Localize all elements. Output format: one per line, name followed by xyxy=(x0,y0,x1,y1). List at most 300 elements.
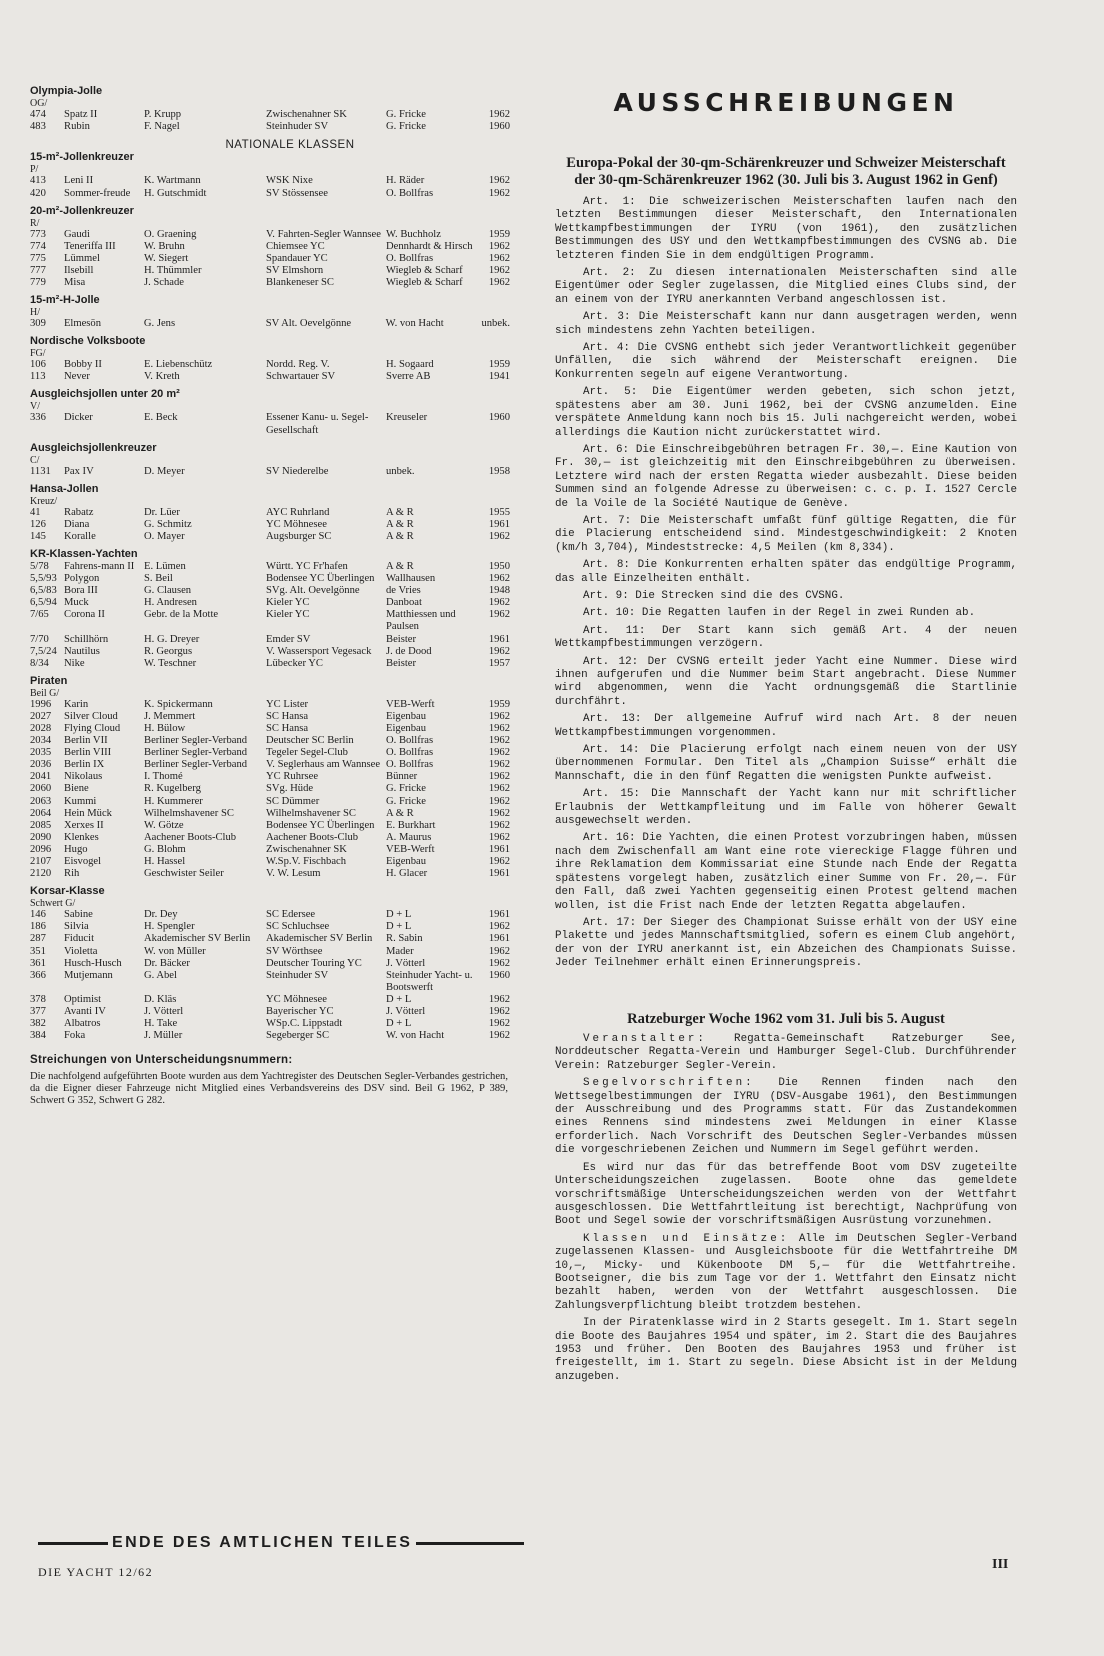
boat-name: Rubin xyxy=(64,121,90,133)
paragraph-text: Die Rennen finden nach den Wettsegelbestimmungen der IYRU (DSV-Ausgabe 1961), den Bestimmungen der Ausschreibung und des Programms statt. Für das Zustandekommen eines Rennens sind mindestens zwei Meldungen in einer Klasse erforderlich. Nach Vorschrift des Deutschen Segler-Verbandes müssen die vorgeschriebenen Zeichen und Nummern im Segel geführt werden. xyxy=(555,1077,1017,1157)
boat-name: Kummi xyxy=(64,795,97,807)
club: Emder SV xyxy=(266,633,311,645)
club: SV Niederelbe xyxy=(266,465,329,477)
build-year: 1960 xyxy=(488,969,510,981)
builder: Wallhausen xyxy=(386,573,436,585)
class-title: Piraten xyxy=(30,674,68,687)
boat-row xyxy=(30,1006,510,1018)
article-paragraph: Art. 5: Die Eigentümer werden gebeten, sich schon jetzt, spätestens aber am 30. Juni 1962, bei der CVSNG anzumelden. Eine verspätete Anmeldung kann noch bis 15. Juli nachgereicht werden, wobei allerdings die Kaution nicht zurückerstattet wird. xyxy=(555,386,1017,439)
club: Aachener Boots-Club xyxy=(266,831,359,843)
boat-name: Albatros xyxy=(64,1018,101,1030)
build-year: 1962 xyxy=(488,856,510,868)
builder: Eigenbau xyxy=(386,710,427,722)
sail-number: 377 xyxy=(30,1005,46,1017)
article-paragraph: Art. 2: Zu diesen internationalen Meisterschaften sind alle Eigentümer oder Segler zugelassen, die Mitglied eines Clubs sind, der an einem von der IYRU anerkannten Verband angeschlossen ist. xyxy=(555,267,1017,306)
builder: R. Sabin xyxy=(386,933,423,945)
club: Chiemsee YC xyxy=(266,240,325,252)
builder: Beister xyxy=(386,633,417,645)
boat-name: Hugo xyxy=(64,843,88,855)
owner: H. Thümmler xyxy=(144,264,202,276)
article-paragraph: Art. 7: Die Meisterschaft umfaßt fünf gültige Regatten, die für die Placierung entscheidend sind. Mindestgeschwindigkeit: 2 Knoten (km/h 3,704), Mindeststrecke: 4,5 Meilen (km 8,334). xyxy=(555,514,1017,554)
sail-code: R/ xyxy=(30,217,40,229)
build-year: 1941 xyxy=(488,371,510,383)
club: WSK Nixe xyxy=(266,175,313,187)
article-paragraph: Art. 13: Der allgemeine Aufruf wird nach Art. 8 der neuen Wettkampfbestimmungen vorgenommen. xyxy=(555,713,1017,739)
sail-number: 382 xyxy=(30,1018,46,1030)
paragraph-text: In der Piratenklasse wird in 2 Starts gesegelt. Im 1. Start segeln die Boote des Baujahres 1954 und später, im 2. Start die des Baujahres 1953 und früher. Den Booten des Baujahres 1953 und früher ist freigestellt, im 1. Start zu segeln. Diese Absicht ist in der Meldung anzugeben. xyxy=(555,1317,1017,1383)
boat-row xyxy=(30,868,510,880)
owner: W. Götze xyxy=(144,819,184,831)
build-year: 1962 xyxy=(488,993,510,1005)
build-year: 1962 xyxy=(488,573,510,585)
class-title: 20-m²-Jollenkreuzer xyxy=(30,204,134,217)
builder: H. Glacer xyxy=(386,868,428,880)
build-year: 1962 xyxy=(488,921,510,933)
boat-row xyxy=(30,1018,510,1030)
sail-code: Beil G/ xyxy=(30,687,60,699)
builder: A & R xyxy=(386,506,414,518)
boat-row xyxy=(30,359,510,371)
owner: G. Jens xyxy=(143,318,176,330)
sail-number: 145 xyxy=(30,530,46,542)
boat-name: Fahrens-mann II xyxy=(64,560,135,572)
builder: G. Fricke xyxy=(386,109,427,120)
class-title: 15-m²-H-Jolle xyxy=(30,294,100,307)
class-title: Ausgleichsjollenkreuzer xyxy=(30,441,157,454)
builder: D + L xyxy=(386,1018,412,1030)
register-section xyxy=(30,335,530,383)
boat-row xyxy=(30,747,510,759)
build-year: 1962 xyxy=(488,735,510,747)
boat-name: Schillhörn xyxy=(64,633,109,645)
boat-row xyxy=(30,609,510,633)
sail-number: 420 xyxy=(30,187,46,199)
boat-name: Hein Mück xyxy=(64,807,112,819)
boat-row xyxy=(30,175,510,187)
club: V. Wassersport Vegesack xyxy=(266,645,372,657)
owner: H. Spengler xyxy=(144,921,195,933)
owner: J. Müller xyxy=(144,1030,183,1042)
boat-name: Polygon xyxy=(64,573,100,585)
boat-table xyxy=(30,229,510,289)
boat-row xyxy=(30,121,510,133)
sail-number: 366 xyxy=(30,969,46,981)
sail-number: 8/34 xyxy=(30,657,49,669)
owner: E. Beck xyxy=(144,412,178,424)
builder: J. de Dood xyxy=(386,645,432,657)
club: Bayerischer YC xyxy=(266,1005,334,1017)
boat-name: Berlin IX xyxy=(64,759,105,771)
owner: Aachener Boots-Club xyxy=(144,831,237,843)
register-section xyxy=(30,388,530,436)
build-year: 1962 xyxy=(488,747,510,759)
sail-number: 6,5/83 xyxy=(30,585,57,597)
owner: D. Meyer xyxy=(144,465,185,477)
build-year: 1962 xyxy=(488,252,510,264)
sail-number: 361 xyxy=(30,957,46,969)
article-paragraph: Art. 14: Die Placierung erfolgt nach einem neuen von der USY übernommenen Formular. Den Titel als „Champion Suisse“ erhält die Mannschaft, die in den fünf Regatten die wenigsten Punkte aufweist. xyxy=(555,744,1017,783)
builder: A & R xyxy=(386,807,414,819)
sail-number: 2064 xyxy=(30,807,52,819)
owner: Berliner Segler-Verband xyxy=(144,735,248,747)
boat-row xyxy=(30,519,510,531)
sail-code: Kreuz/ xyxy=(30,495,58,507)
boat-row xyxy=(30,808,510,820)
paragraph-text: Es wird nur das für das betreffende Boot vom DSV zugeteilte Unterscheidungszeichen zugelassen. Boote ohne das gemeldete vorschriftsmäßige Unterscheidungszeichen werden von der Wettfahrt ausgeschlossen. Die Wettfahrtleitung ist berechtigt, Nachprüfung von Boot und Segel sowie der vorschriftsmäßigen Ausrüstung vorzunehmen. xyxy=(555,1161,1017,1228)
build-year: 1962 xyxy=(488,277,510,289)
boat-name: Nikolaus xyxy=(64,771,103,783)
sail-number: 287 xyxy=(30,933,46,945)
rule-line-left xyxy=(38,1542,108,1545)
sail-number: 113 xyxy=(30,371,46,383)
register-section xyxy=(30,294,530,330)
boat-name: Corona II xyxy=(64,609,105,621)
builder: Danboat xyxy=(386,597,422,609)
boat-name: Berlin VII xyxy=(64,735,108,747)
article-paragraph: Art. 9: Die Strecken sind die des CVSNG. xyxy=(583,589,845,602)
club: SVg. Hüde xyxy=(266,783,314,795)
boat-name: Koralle xyxy=(64,530,96,542)
boat-table xyxy=(30,175,510,199)
article-paragraph: Art. 15: Die Mannschaft der Yacht kann nur mit schriftlicher Erlaubnis der Wettkampfleitung und im Falle von höherer Gewalt ausgewechselt werden. xyxy=(555,788,1017,828)
builder: W. Buchholz xyxy=(386,228,441,240)
boat-row xyxy=(30,277,510,289)
builder: Dennhardt & Hirsch xyxy=(386,240,473,252)
sail-code: H/ xyxy=(30,307,40,319)
article-paragraph: Art. 17: Der Sieger des Championat Suisse erhält von der USY eine Plakette und jedes Mannschaftsmitglied, sofern es einem Club angehört, der von der IYRU anerkannt ist, ein Abzeichen des Championats Suisse. Jeder Teilnehmer erhält einen Erinnerungspreis. xyxy=(555,916,1017,970)
club: YC Möhnesee xyxy=(266,993,327,1005)
build-year: 1962 xyxy=(488,957,510,969)
boat-row xyxy=(30,646,510,658)
article-paragraph: Art. 4: Die CVSNG enthebt sich jeder Verantwortlichkeit gegenüber Unfällen, die sich während der Meisterschaft ereignen. Die Konkurrenten segeln auf eigene Verantwortung. xyxy=(555,342,1017,381)
boat-name: Nike xyxy=(64,657,85,669)
announcements-title: AUSSCHREIBUNGEN xyxy=(613,88,959,117)
boat-name: Nautilus xyxy=(64,645,100,657)
register-section xyxy=(30,885,530,1042)
boat-row xyxy=(30,658,510,670)
owner: R. Georgus xyxy=(144,645,193,657)
owner: J. Vötterl xyxy=(144,1005,184,1017)
boat-name: Xerxes II xyxy=(64,819,104,831)
owner: H. Bülow xyxy=(144,723,186,735)
owner: G. Abel xyxy=(144,969,177,981)
deletions-title: Streichungen von Unterscheidungsnummern: xyxy=(30,1054,293,1067)
boat-row xyxy=(30,946,510,958)
boat-name: Fiducit xyxy=(64,933,95,945)
sail-number: 5,5/93 xyxy=(30,573,57,585)
boat-row xyxy=(30,507,510,519)
boat-name: Pax IV xyxy=(64,465,94,477)
sail-number: 2060 xyxy=(30,783,52,795)
owner: O. Mayer xyxy=(144,530,185,542)
owner: H. Andresen xyxy=(144,597,197,609)
boat-name: Optimist xyxy=(64,993,102,1005)
club: V. W. Lesum xyxy=(266,868,321,880)
sail-number: 6,5/94 xyxy=(30,597,57,609)
owner: Dr. Lüer xyxy=(144,506,180,518)
club: Spandauer YC xyxy=(266,252,328,264)
article-paragraph: Art. 3: Die Meisterschaft kann nur dann ausgetragen werden, wenn sich mindestens zehn Yachten beteiligen. xyxy=(555,311,1017,337)
owner: G. Blohm xyxy=(144,843,186,855)
club: V. Seglerhaus am Wannsee xyxy=(266,759,381,771)
sail-number: 2035 xyxy=(30,747,52,759)
owner: O. Graening xyxy=(144,228,197,240)
sail-number: 5/78 xyxy=(30,560,49,572)
boat-table xyxy=(30,507,510,543)
builder: Bünner xyxy=(386,771,418,783)
build-year: 1962 xyxy=(488,109,510,120)
owner: Dr. Dey xyxy=(144,909,178,921)
builder: Sverre AB xyxy=(386,371,431,383)
boat-name: Rih xyxy=(64,868,80,880)
builder: G. Fricke xyxy=(386,783,427,795)
owner: J. Schade xyxy=(144,277,185,289)
ratzeburg-paragraph xyxy=(555,1033,1017,1073)
build-year: 1962 xyxy=(488,1005,510,1017)
article-paragraph: Art. 11: Der Start kann sich gemäß Art. 4 der neuen Wettkampfbestimmungen verzögern. xyxy=(555,624,1017,651)
owner: Berliner Segler-Verband xyxy=(144,759,248,771)
boat-row xyxy=(30,933,510,945)
boat-name: Flying Cloud xyxy=(64,723,121,735)
boat-row xyxy=(30,856,510,868)
class-title: Olympia-Jolle xyxy=(30,85,103,97)
sail-number: 7,5/24 xyxy=(30,645,57,657)
owner: W. Bruhn xyxy=(144,240,185,252)
builder: unbek. xyxy=(386,465,415,477)
boat-name: Ilsebill xyxy=(64,264,94,276)
boat-row xyxy=(30,909,510,921)
register-section xyxy=(30,483,530,543)
boat-name: Bora III xyxy=(64,585,98,597)
article-paragraph: Art. 6: Die Einschreibgebühren betragen Fr. 30,—. Eine Kaution von Fr. 30,— ist gleichzeitig mit den Einschreibgebühren zu überweisen. Letztere wird nach der ersten Regatta wieder ausbezahlt. Diese beiden Summen sind an folgende Adresse zu überweisen: c. c. p. I. 1527 Cercle de la Voile de la Société Nautique de Genève. xyxy=(555,443,1017,510)
boat-row xyxy=(30,796,510,808)
boat-name: Eisvogel xyxy=(64,856,102,868)
builder: W. von Hacht xyxy=(385,318,444,330)
boat-name: Dicker xyxy=(64,412,93,424)
boat-name: Sabine xyxy=(64,909,93,921)
end-official-section-label: ENDE DES AMTLICHEN TEILES xyxy=(112,1534,413,1551)
club: Steinhuder SV xyxy=(266,969,329,981)
build-year: 1962 xyxy=(488,609,510,621)
club: Blankeneser SC xyxy=(266,277,334,289)
club: Lübecker YC xyxy=(266,657,323,669)
boat-name: Teneriffa III xyxy=(64,240,116,252)
owner: V. Kreth xyxy=(144,371,180,383)
boat-row xyxy=(30,699,510,711)
boat-name: Elmesön xyxy=(63,318,102,330)
club: Nordd. Reg. V. xyxy=(266,359,330,371)
builder: Kreuseler xyxy=(386,412,428,424)
club: Augsburger SC xyxy=(266,530,332,542)
register-section xyxy=(30,205,530,289)
build-year: 1962 xyxy=(488,264,510,276)
boat-row xyxy=(30,735,510,747)
end-official-section-rule xyxy=(38,1533,524,1553)
national-classes-header: NATIONALE KLASSEN xyxy=(225,139,355,152)
build-year: 1962 xyxy=(488,645,510,657)
build-year: 1962 xyxy=(488,795,510,807)
boat-row xyxy=(30,561,510,573)
boat-name: Husch-Husch xyxy=(64,957,122,969)
build-year: 1962 xyxy=(488,945,510,957)
class-title: Ausgleichsjollen unter 20 m² xyxy=(30,388,180,401)
owner: W. Teschner xyxy=(144,657,197,669)
owner: R. Kugelberg xyxy=(144,783,201,795)
owner: E. Lümen xyxy=(144,560,186,572)
club: SV Alt. Oevelgönne xyxy=(265,318,352,330)
paragraph-text: Regatta-Gemeinschaft Ratzeburger See, Norddeutscher Regatta-Verein und Hamburger Segel-Club. Durchführender Verein: Ratzeburger Segler-Verein. xyxy=(555,1033,1017,1072)
sail-number: 774 xyxy=(30,240,46,252)
sail-number: 41 xyxy=(30,506,41,518)
owner: F. Nagel xyxy=(144,121,180,133)
club: WSp.C. Lippstadt xyxy=(266,1018,343,1030)
sail-number: 2041 xyxy=(30,771,52,783)
boat-row xyxy=(30,109,510,121)
owner: W. von Müller xyxy=(144,945,206,957)
boat-name: Foka xyxy=(64,1030,86,1042)
builder: H. Räder xyxy=(386,175,425,187)
boat-name: Muck xyxy=(64,597,89,609)
builder: Matthiessen und Paulsen xyxy=(386,609,456,633)
boat-table xyxy=(30,561,510,670)
club: Essener Kanu- u. Segel-Gesellschaft xyxy=(266,412,369,436)
boat-row xyxy=(30,723,510,735)
sail-number: 106 xyxy=(30,359,46,371)
announcements-column xyxy=(555,82,1017,1388)
build-year: 1962 xyxy=(488,819,510,831)
boat-row xyxy=(30,921,510,933)
build-year: 1962 xyxy=(488,807,510,819)
build-year: 1962 xyxy=(488,759,510,771)
sail-number: 378 xyxy=(30,993,46,1005)
boat-row xyxy=(30,820,510,832)
build-year: 1959 xyxy=(488,228,510,240)
build-year: 1962 xyxy=(488,1030,510,1042)
europa-pokal-articles xyxy=(555,196,1017,971)
boat-row xyxy=(30,188,510,200)
owner: Akademischer SV Berlin xyxy=(144,933,251,945)
builder: H. Sogaard xyxy=(386,359,434,371)
sail-number: 1996 xyxy=(30,698,52,710)
article-paragraph: Art. 1: Die schweizerischen Meisterschaften laufen nach den letzten Bestimmungen dieser Meisterschaft, den Internationalen Wettkampfbestimmungen der IYRU (von 1961), den zusätzlichen Bestimmungen des USY und den Wettkampfbestimmungen des CVSNG ab. Die letzteren finden Sie in dem endgültigen Programm. xyxy=(555,196,1017,262)
boat-name: Leni II xyxy=(64,175,94,187)
boat-name: Karin xyxy=(64,698,89,710)
boat-table xyxy=(30,699,510,880)
boat-table xyxy=(30,318,510,330)
club: W.Sp.V. Fischbach xyxy=(266,856,347,868)
boat-name: Spatz II xyxy=(64,109,98,120)
boat-row xyxy=(30,994,510,1006)
build-year: 1962 xyxy=(488,240,510,252)
sail-number: 336 xyxy=(30,412,46,424)
owner: Dr. Bäcker xyxy=(144,957,190,969)
sail-number: 2120 xyxy=(30,868,52,880)
build-year: 1962 xyxy=(488,771,510,783)
sail-number: 384 xyxy=(30,1030,46,1042)
article-paragraph: Art. 12: Der CVSNG erteilt jeder Yacht eine Nummer. Diese wird ihnen aufgerufen und die Nummer beim Start angebracht. Diese Nummer wird abgenommen, wenn die Yacht ordnungsgemäß die Startlinie durchfährt. xyxy=(555,655,1017,708)
club: Deutscher SC Berlin xyxy=(266,735,354,747)
build-year: unbek. xyxy=(481,318,510,330)
boat-row xyxy=(30,970,510,994)
boat-row xyxy=(30,265,510,277)
owner: H. G. Dreyer xyxy=(144,633,200,645)
sail-code: Schwert G/ xyxy=(30,898,76,910)
builder: Steinhuder Yacht- u. Bootswerft xyxy=(386,969,473,993)
class-title: 15-m²-Jollenkreuzer xyxy=(30,151,134,164)
club: V. Fahrten-Segler Wannsee xyxy=(266,228,381,240)
club: SVg. Alt. Oevelgönne xyxy=(266,585,360,597)
owner: G. Clausen xyxy=(144,585,192,597)
article-paragraph: Art. 16: Die Yachten, die einen Protest vorzubringen haben, müssen nach dem Zwischenfall am Want eine rote viereckige Flagge führen und ihre Reklamation dem Kommissariat eine Stunde nach Ende der Regatta spätestens vorgelegt haben, zusätzlich einer Summe von Fr. 20,—. Für den Fall, daß zwei Yachten gegenseitig einen Protest geltend machen wollen, ist die Frist nach Ende der letzten Regatta abgelaufen. xyxy=(555,832,1017,912)
club: Bodensee YC Überlingen xyxy=(266,573,375,585)
boat-name: Violetta xyxy=(64,945,98,957)
club: Tegeler Segel-Club xyxy=(266,747,348,759)
sail-number: 779 xyxy=(30,277,46,289)
club: Akademischer SV Berlin xyxy=(266,933,373,945)
build-year: 1948 xyxy=(488,585,510,597)
sail-code: C/ xyxy=(30,454,40,466)
article-paragraph: Art. 10: Die Regatten laufen in der Regel in zwei Runden ab. xyxy=(583,607,976,620)
boat-name: Silvia xyxy=(64,921,89,933)
paragraph-lead: Segelvorschriften: xyxy=(583,1077,755,1090)
builder: A. Maurus xyxy=(386,831,432,843)
club: SC Edersee xyxy=(266,909,316,921)
boat-name: Diana xyxy=(64,518,90,530)
page-number: III xyxy=(992,1557,1009,1572)
sail-number: 777 xyxy=(30,264,46,276)
club: Bodensee YC Überlingen xyxy=(266,819,375,831)
build-year: 1958 xyxy=(488,465,510,477)
boat-table xyxy=(30,359,510,383)
build-year: 1950 xyxy=(488,560,510,572)
boat-name: Bobby II xyxy=(64,359,102,371)
owner: Gebr. de la Motte xyxy=(144,609,219,621)
build-year: 1959 xyxy=(488,698,510,710)
boat-name: Rabatz xyxy=(64,506,94,518)
register-section xyxy=(30,85,530,133)
build-year: 1961 xyxy=(488,843,510,855)
build-year: 1960 xyxy=(488,412,510,424)
club: Kieler YC xyxy=(266,597,310,609)
boat-name: Klenkes xyxy=(64,831,99,843)
builder: O. Bollfras xyxy=(386,759,434,771)
boat-name: Berlin VIII xyxy=(64,747,112,759)
boat-name: Sommer-freude xyxy=(64,187,131,199)
club: SC Hansa xyxy=(266,723,309,735)
build-year: 1961 xyxy=(488,933,510,945)
boat-name: Gaudi xyxy=(64,228,90,240)
boat-row xyxy=(30,531,510,543)
sail-number: 7/70 xyxy=(30,633,49,645)
class-title: Nordische Volksboote xyxy=(30,335,146,348)
build-year: 1961 xyxy=(488,868,510,880)
club: SC Schluchsee xyxy=(266,921,330,933)
build-year: 1962 xyxy=(488,831,510,843)
boat-row xyxy=(30,597,510,609)
paragraph-lead: Veranstalter: xyxy=(583,1033,707,1046)
sail-code: FG/ xyxy=(30,348,46,360)
sail-number: 2090 xyxy=(30,831,52,843)
builder: Mader xyxy=(386,945,414,957)
build-year: 1962 xyxy=(488,783,510,795)
europa-pokal-headline: Europa-Pokal der 30-qm-Schärenkreuzer und Schweizer Meisterschaft der 30-qm-Schärenkreuzer 1962 (30. Juli bis 3. August 1962 in Genf) xyxy=(566,155,1006,188)
builder: J. Vötterl xyxy=(386,957,426,969)
builder: Wiegleb & Scharf xyxy=(386,264,463,276)
club: Zwischenahner SK xyxy=(266,109,347,120)
club: SV Stössensee xyxy=(266,187,328,199)
boat-row xyxy=(30,229,510,241)
article-paragraph: Art. 8: Die Konkurrenten erhalten später das endgültige Programm, das alle Einzelheiten enthält. xyxy=(555,559,1017,585)
